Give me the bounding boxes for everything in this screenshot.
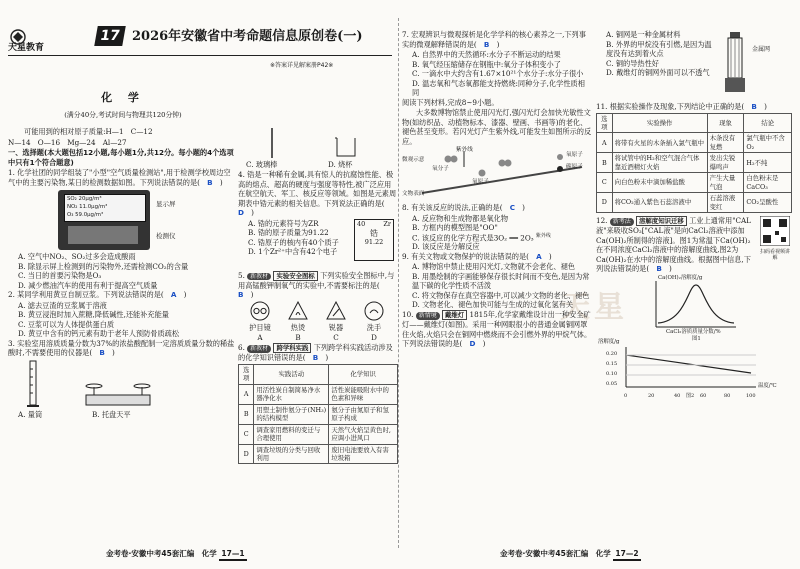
table-row: [239, 384, 398, 404]
q10-stem: 10. 新情境 戴维灯 1815年,化学家戴维设计出一种安全矿灯——戴维灯(如图)。采用一种网眼很小的普通金属铜网罩住火焰,火焰只会在铜网中燃烧而不会引燃外界的甲烷气体。下列说法错误的是( D ): [402, 309, 592, 349]
beaker-icon: [334, 136, 358, 158]
tile-number: 40: [357, 219, 366, 228]
section-1-heading: 一、选择题(本大题包括12小题,每小题1分,共12分。每小题的4个选项中只有1个符合题意): [8, 148, 234, 167]
column-2-body: [238, 170, 398, 464]
qr-code-icon[interactable]: [760, 216, 790, 246]
q12-tag: 新考法: [610, 218, 634, 226]
no2-reading: NO₂ 11.0μg/m³: [67, 204, 108, 210]
reading-intro: 阅读下列材料,完成8~9小题。: [402, 97, 499, 107]
legend-carbon: 碳原子: [566, 164, 583, 170]
answer-reference: ※答案详见解案册P42※: [270, 62, 334, 69]
column-3-body: [402, 30, 592, 350]
surface-label: 文物表面: [402, 191, 425, 197]
safety-icon-goggles: [242, 301, 278, 343]
q5-stem: 5. 新教材 实验安全图标 下列实验安全图标中,与用高锰酸钾制氧气的实验中,不需要标注的是( B ): [238, 270, 395, 300]
table-cell: 产生大量气泡: [707, 173, 744, 193]
table-cell: 将带有火星的木条插入氯气瓶中: [612, 133, 707, 153]
table-cell: 木条没有复燃: [707, 133, 744, 153]
q11-header-conclusion: 结论: [744, 113, 792, 133]
q8-option-b: B. 方框内的模型图是"OO": [412, 223, 498, 232]
so2-reading: SO₂ 20μg/m³: [67, 196, 102, 202]
q6-header-activity: 实践活动: [254, 364, 329, 384]
table-cell: 废旧电池要放入有害垃圾箱: [329, 444, 398, 464]
table-cell: 石蕊溶液变红: [707, 193, 744, 213]
davy-lamp-icon: [720, 32, 750, 100]
fig2-xtick: 80: [724, 392, 731, 399]
paper-title: 2026年安徽省中考命题信息原创卷(一): [132, 29, 363, 44]
q7-option-b: B. 氧气经压缩储存在钢瓶中:氧分子体积变小了: [412, 59, 561, 69]
safety-icon-letter: A: [257, 332, 263, 342]
table-cell: A: [597, 133, 613, 153]
page-number-2: 17—2: [613, 549, 640, 561]
safety-icons: [238, 301, 398, 343]
table-cell: D: [597, 193, 613, 213]
display-label: 显示屏: [156, 200, 176, 208]
q12-topic: 溶解度知识迁移: [636, 216, 687, 226]
graduated-cylinder-icon: [26, 359, 40, 409]
q8-option-c: C. 该反应的化学方程式是3O₂ ══ 2O₃ $^{紫外线}$: [412, 232, 551, 242]
o3-reading: O₃ 59.0μg/m³: [67, 212, 104, 218]
q4-option-b: B. 锆的原子质量为91.22: [248, 228, 329, 237]
glass-rod-icon: [268, 128, 276, 158]
table-row: [597, 133, 792, 153]
q2-option-d: D. 黄豆中含有的钙元素有助于老年人预防骨质疏松: [18, 329, 180, 338]
reaction-diagram: [402, 147, 592, 203]
device-panel: [68, 226, 138, 244]
element-tile-zr: [354, 219, 394, 261]
q7-option-a: A. 自然界中的天然循环:水分子不断运动的结果: [412, 50, 561, 59]
reaction-diagram-icon: [402, 147, 592, 203]
footer-left-text: 金考卷·安徽中考45套汇编 化学: [106, 549, 217, 558]
safety-icon-letter: D: [371, 332, 377, 342]
footer-left: [106, 549, 247, 561]
q6-header-knowledge: 化学知识: [329, 364, 398, 384]
q6-header-option: 选项: [239, 364, 254, 384]
table-cell: 用活性炭自制简易净水器净化水: [254, 384, 329, 404]
q10-tag: 新情境: [416, 312, 440, 320]
table-cell: 氨分子由氮原子和氢原子构成: [329, 404, 398, 424]
table-cell: 将试管中的H₂和空气混合气体靠近酒精灯火焰: [612, 153, 707, 173]
q1-stem: 1. 化学社团的同学组装了"小型"空气质量检测站",用于检测学校周边空气中的主要污染物,某日的检测数据如图。下列说法错误的是( B ): [8, 168, 231, 187]
safety-icon-label: 锐器: [328, 323, 344, 333]
fig2-xlabel: 温度/℃: [758, 382, 777, 389]
q9-option-b: B. 用墨绘制的字画能够保存很长时间而不变色,是因为常温下碳的化学性质不活泼: [412, 271, 590, 291]
q4-option-c: C. 锆原子的核内有40个质子: [248, 237, 339, 247]
q3-option-b: B. 托盘天平: [92, 409, 131, 419]
footer-right: [500, 549, 641, 561]
paper-number: 17: [94, 26, 126, 46]
atomic-mass-1: 可能用到的相对原子质量:H—1 C—12: [24, 127, 153, 136]
q3-option-a: A. 量筒: [18, 409, 43, 419]
q6-tag: 新教材: [247, 345, 271, 353]
q12-stem: 12. 新考法 溶解度知识迁移 工业上通常用"CAL液"来吸收SO₂["CAL液"是向CaCl₂溶液中添加Ca(OH)₂所制得的溶液]。图1为常温下Ca(OH)₂在不同浓度CaCl₂溶液中的溶解度曲线,图2为Ca(OH)₂在水中的溶解度曲线。根据图中信息,下列说法错误的是( B ): [596, 216, 751, 274]
table-cell: 发出尖锐爆鸣声: [707, 153, 744, 173]
fig2-ytick: 0.05: [606, 380, 618, 387]
fig2-xtick: 60: [700, 392, 707, 399]
column-4-body: [596, 30, 792, 403]
q4-block: [238, 219, 398, 271]
fig1-ylabel: Ca(OH)₂溶解度/g: [658, 274, 703, 281]
fig1-xlabel: CaCl₂溶质质量分数/%: [666, 328, 721, 335]
atomic-mass-2: N—14 O—16 Mg—24 Al—27: [8, 137, 127, 147]
qr-caption: 扫码看视频讲解: [759, 248, 790, 261]
fig2-xtick: 40: [674, 392, 681, 399]
balance-icon: [84, 375, 154, 409]
fig2-ytick: 0.15: [606, 360, 618, 367]
table-cell: C: [239, 424, 254, 444]
oxygen-molecule-label: 氧分子: [432, 166, 449, 172]
diagram-caption: 微观示意: [402, 157, 425, 163]
uv-label: 紫外线: [456, 147, 473, 153]
qr-code-block[interactable]: [758, 216, 792, 261]
table-cell: 调查家用燃料的变迁与合理使用: [254, 424, 329, 444]
q7-option-c: C. 一滴水中大约含有1.67×10²¹个水分子:水分子很小: [412, 69, 584, 78]
q8-option-d: D. 该反应是分解反应: [412, 242, 480, 252]
page-number-1: 17—1: [219, 549, 246, 561]
q10-options: [596, 30, 716, 78]
table-cell: C: [597, 173, 613, 193]
table-cell: B: [239, 404, 254, 424]
table-cell: 将CO₂通入紫色石蕊溶液中: [612, 193, 707, 213]
table-cell: 天然气火焰呈黄色时,应调小进风口: [329, 424, 398, 444]
tile-symbol: Zr: [383, 219, 391, 228]
table-row: [239, 444, 398, 464]
q12-figures: [596, 275, 792, 393]
sharp-object-icon: [326, 301, 346, 321]
q11-header-option: 选项: [597, 113, 613, 133]
q10-block: [596, 30, 792, 102]
q4-option-a: A. 锆的元素符号为ZR: [248, 218, 319, 228]
q6-topic: 跨学科实践: [273, 343, 311, 353]
q5-tag: 新教材: [247, 273, 271, 281]
q1-option-d: D. 减少燃油汽车的使用有利于提高空气质量: [18, 280, 158, 290]
q1-option-a: A. 空气中NO₂、SO₂过多会造成酸雨: [18, 252, 136, 261]
tile-name: 锆: [370, 228, 378, 238]
fig2-xtick: 100: [746, 392, 756, 399]
q2-option-c: C. 豆浆可以为人体提供蛋白质: [18, 319, 115, 329]
safety-icon-label: 热烫: [290, 323, 306, 333]
paper-header: [8, 28, 392, 69]
q11-header-operation: 实验操作: [612, 113, 707, 133]
table-row: [597, 193, 792, 213]
q10-option-b: B. 外界的甲烷没有引燃,是因为温度没有达到着火点: [606, 39, 712, 58]
display-screen: [64, 194, 146, 222]
table-cell: 活性炭能吸附水中的色素和异味: [329, 384, 398, 404]
watermark: 天星: [560, 290, 628, 325]
fig2-xtick: 0: [624, 392, 628, 399]
table-cell: H₂不纯: [744, 153, 792, 173]
q9-option-c: C. 将文物保存在真空容器中,可以减少文物的老化、褪色: [412, 290, 590, 300]
q10-topic: 戴维灯: [442, 310, 467, 320]
fig2-ylabel: 溶解度/g: [598, 338, 620, 345]
subject-title: 化 学: [101, 91, 145, 104]
column-1-body: [8, 127, 236, 419]
table-cell: D: [239, 444, 254, 464]
table-row: [239, 424, 398, 444]
q1-option-b: B. 除显示屏上检测到的污染物外,还需检测CO₂的含量: [18, 261, 189, 271]
table-cell: 白色粉末是CaCO₃: [744, 173, 792, 193]
q2-stem: 2. 某同学利用黄豆自制豆浆。下列说法错误的是( A ): [8, 290, 187, 299]
q3-figures: [8, 359, 236, 419]
q6-table: [238, 364, 398, 465]
q11-table: [596, 113, 792, 214]
q3-option-c: C. 玻璃棒: [246, 160, 278, 169]
q9-option-a: A. 博物馆中禁止使用闪光灯,文物就不会老化、褪色: [412, 262, 575, 272]
q7-stem: 7. 宏观辨识与微观探析是化学学科的核心素养之一,下列事实的微观解释错误的是( B ): [402, 30, 586, 49]
table-cell: CO₂呈酸性: [744, 193, 792, 213]
hand-wash-icon: [364, 301, 384, 321]
oxygen-atom-label: 氧原子: [472, 179, 489, 185]
tile-mass: 91.22: [364, 237, 384, 246]
q10-option-d: D. 戴维灯的铜网外面可以不透气: [606, 68, 710, 77]
table-cell: A: [239, 384, 254, 404]
q6-stem: 6. 新教材 跨学科实践 下列跨学科实践活动涉及的化学知识错误的是( B ): [238, 342, 393, 363]
q8-option-a: A. 反应物和生成物都是氧化物: [412, 213, 509, 223]
legend-oxygen: 氧原子: [566, 152, 583, 158]
q11-stem: 11. 根据实验操作及现象,下列结论中正确的是( B ): [596, 102, 767, 111]
q10-option-c: C. 铜的导热性好: [606, 58, 659, 68]
fig2-ytick: 0.20: [606, 350, 618, 357]
footer-right-text: 金考卷·安徽中考45套汇编 化学: [500, 549, 611, 558]
q9-option-d: D. 文物老化、褪色加快可能与生成的过氧化氢有关: [412, 300, 574, 310]
table-cell: 用塑土制作氨分子(NH₃)的结构模型: [254, 404, 329, 424]
hot-surface-icon: [288, 301, 308, 321]
safety-icon-wash: [356, 301, 392, 343]
q1-option-c: C. 当日的首要污染物是O₃: [18, 271, 102, 280]
brand-name: 天星教育: [8, 43, 45, 53]
safety-icon-letter: B: [295, 332, 301, 342]
table-cell: 向白色粉末中滴加稀盐酸: [612, 173, 707, 193]
q3-figures-cont: [238, 126, 398, 168]
reading-text: 大多数博物馆禁止使用闪光灯,强闪光灯会加快光敏性文物(如纺织品、动植物标本、漆器、壁画、书画等)的老化、褪色甚至变形。若闪光灯产生紫外线,可能发生如图所示的反应。: [402, 108, 592, 146]
q5-topic: 实验安全图标: [273, 271, 317, 281]
fig2-xtick: 20: [648, 392, 655, 399]
q2-option-b: B. 黄豆浸泡时加入蔗糖,降低碱性,还能补充能量: [18, 310, 169, 319]
fig2-xticks: [596, 393, 792, 403]
q8-stem: 8. 有关该反应的说法,正确的是( C ): [402, 203, 525, 212]
fold-line: [398, 18, 399, 548]
q4-stem: 4. 锆是一种稀有金属,具有惊人的抗腐蚀性能、极高的熔点、超高的硬度与强度等特性,被广泛应用在航空航天、军工、核反应等领域。如图是元素周期表中锆元素的相关信息。下列说法正确的是( D ): [238, 170, 397, 217]
header-rule: [8, 55, 392, 56]
safety-icon-sharp: [318, 301, 354, 343]
q8-condition: 紫外线: [535, 232, 551, 239]
safety-icon-label: 护目镜: [249, 323, 271, 333]
goggles-icon: [250, 301, 270, 321]
table-row: [239, 404, 398, 424]
q9-stem: 9. 有关文物或文物保护的说法错误的是( A ): [402, 251, 552, 261]
q7-option-d: D. 温志氧和气态氧都能支持燃烧:同种分子,化学性质相同: [412, 78, 585, 97]
fig2-caption: 图2: [686, 392, 695, 399]
q2-option-a: A. 滤去豆渣的豆浆属于溶液: [18, 300, 107, 310]
fig2-ytick: 0.10: [606, 370, 618, 377]
q3-stem: 3. 实验室用溶质质量分数为37%的浓盐酸配制一定溶质质量分数的稀盐酸时,不需要使用的仪器是( B ): [8, 338, 235, 357]
table-row: [597, 153, 792, 173]
q4-option-d: D. 1个Zr²⁺中含有42个电子: [248, 247, 338, 256]
score-info: (满分40分,考试时间与物理共120分钟): [64, 111, 182, 119]
table-cell: 调查垃圾的分类与回收利用: [254, 444, 329, 464]
fig1-caption: 图1: [692, 335, 701, 342]
q3-option-d: D. 烧杯: [328, 160, 353, 169]
safety-icon-hot: [280, 301, 316, 343]
q12-block: [596, 216, 792, 274]
table-cell: 氯气瓶中不含O₂: [744, 133, 792, 153]
q10-option-a: A. 铜网是一种金属材料: [606, 30, 681, 39]
q4-options: [238, 219, 348, 257]
detector-label: 检测仪: [156, 232, 176, 240]
table-row: [597, 173, 792, 193]
metal-mesh-label: 金属网: [752, 46, 771, 53]
table-cell: B: [597, 153, 613, 173]
safety-icon-letter: C: [333, 332, 339, 342]
q1-figure: [8, 188, 236, 252]
safety-icon-label: 洗手: [366, 323, 382, 333]
q11-header-phenomenon: 现象: [707, 113, 744, 133]
